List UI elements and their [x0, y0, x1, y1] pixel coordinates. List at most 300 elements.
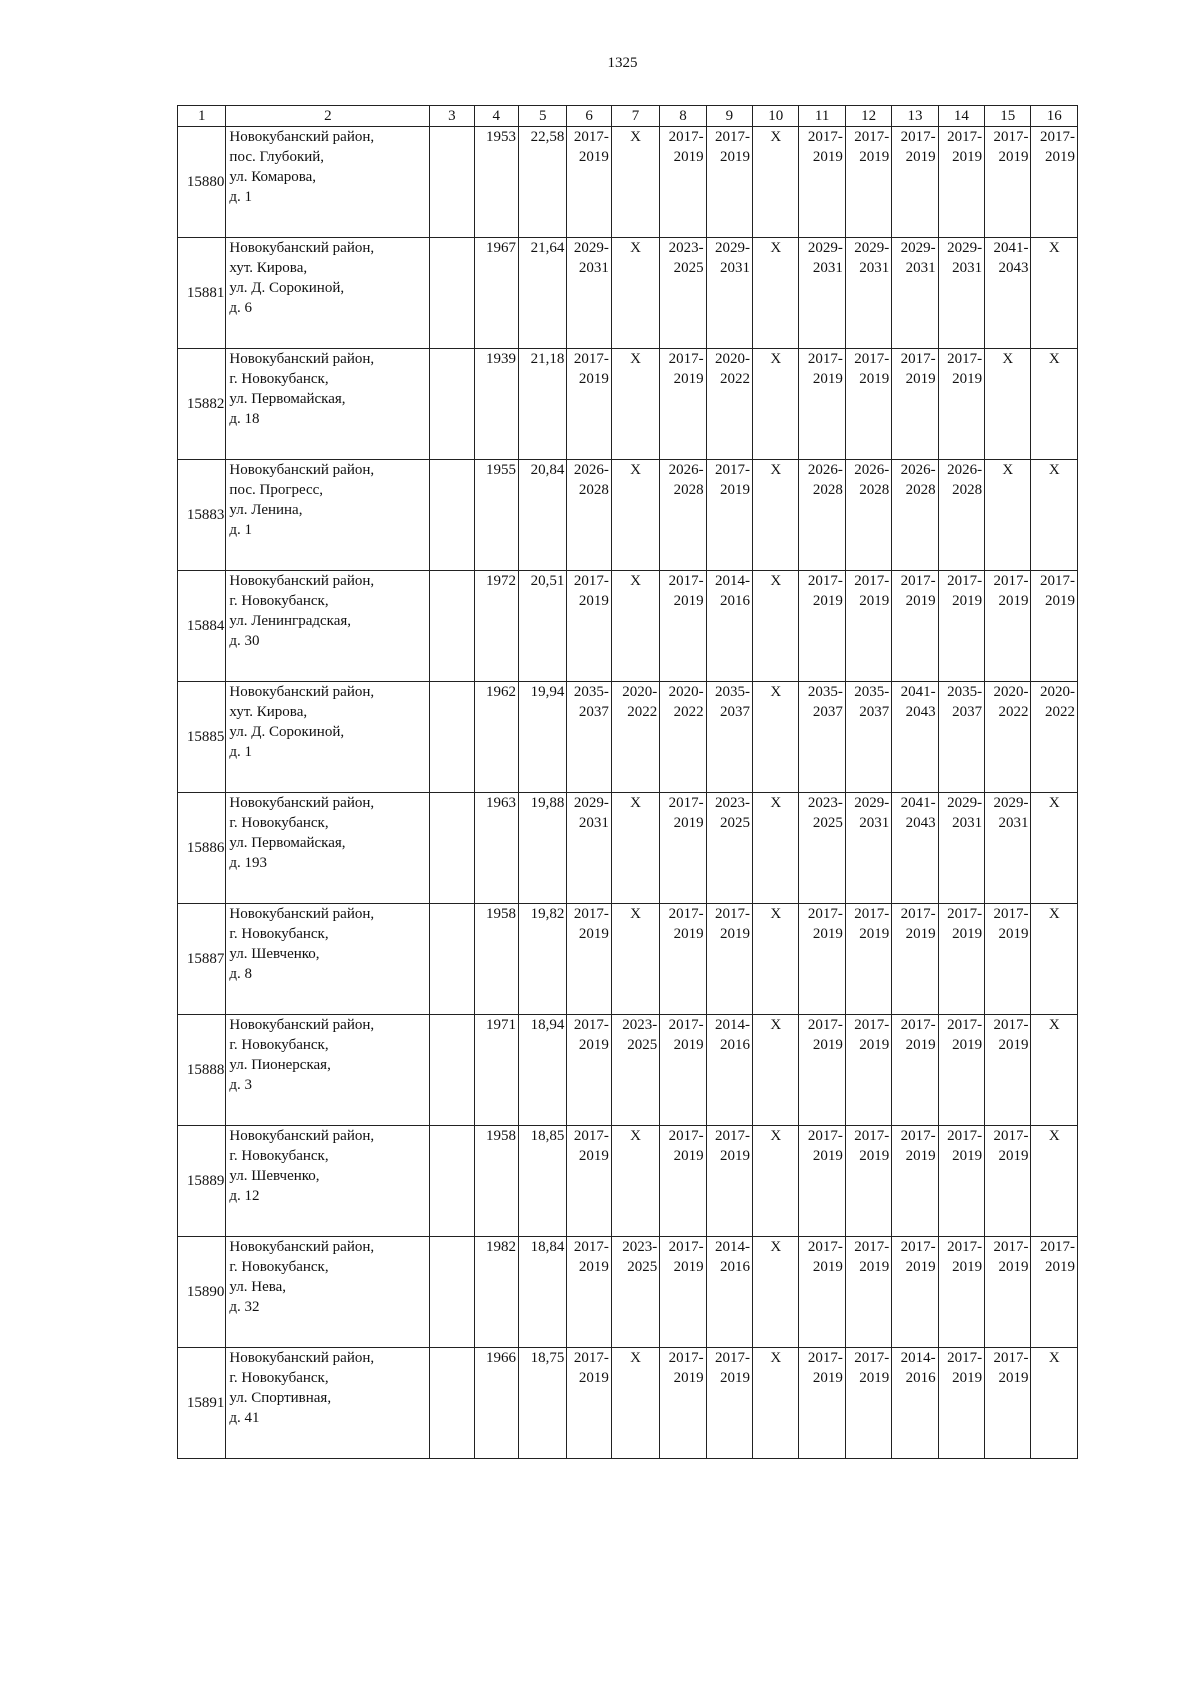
- period-cell: [706, 682, 752, 793]
- period-line: 2035-: [573, 684, 609, 700]
- table-row: [178, 1348, 1078, 1459]
- address-line: ул. Комарова,: [229, 169, 317, 185]
- period-line: 2017-: [993, 906, 1029, 922]
- address-line: Новокубанский район,: [229, 1239, 375, 1255]
- value-cell: 19,94: [519, 682, 567, 793]
- row-number: 15881: [178, 238, 226, 349]
- period-line: 2019: [952, 149, 983, 165]
- address-cell: [226, 238, 430, 349]
- period-line: 2017-: [947, 1239, 983, 1255]
- period-line: 2029-: [573, 795, 609, 811]
- period-cell: [660, 460, 706, 571]
- period-line: 2029-: [900, 240, 936, 256]
- column-header: 16: [1031, 106, 1078, 127]
- address-cell: [226, 460, 430, 571]
- period-line: 2019: [952, 1370, 983, 1386]
- period-line: 2019: [998, 1370, 1029, 1386]
- not-applicable-mark: X: [611, 349, 659, 460]
- period-cell: [660, 1126, 706, 1237]
- address-line: ул. Спортивная,: [229, 1390, 332, 1406]
- col-3-cell: [430, 1015, 474, 1126]
- value-cell: 18,94: [519, 1015, 567, 1126]
- period-line: 2017-: [854, 129, 890, 145]
- col-3-cell: [430, 238, 474, 349]
- period-line: 2017-: [715, 462, 751, 478]
- period-line: 2026-: [900, 462, 936, 478]
- period-line: 2017-: [573, 906, 609, 922]
- period-cell: [660, 793, 706, 904]
- period-line: 2029-: [947, 240, 983, 256]
- period-line: 2019: [998, 149, 1029, 165]
- period-cell: [892, 1237, 938, 1348]
- column-header: 12: [845, 106, 891, 127]
- period-cell: [938, 1348, 984, 1459]
- period-cell: [985, 1126, 1031, 1237]
- address-line: хут. Кирова,: [229, 704, 308, 720]
- period-line: 2041-: [993, 240, 1029, 256]
- period-line: 2019: [859, 1259, 890, 1275]
- period-line: 2014-: [715, 1017, 751, 1033]
- period-cell: [845, 682, 891, 793]
- period-line: 2017-: [900, 351, 936, 367]
- period-line: 2026-: [573, 462, 609, 478]
- period-cell: [799, 127, 845, 238]
- period-line: 2017-: [947, 573, 983, 589]
- address-line: г. Новокубанск,: [229, 371, 329, 387]
- period-cell: [706, 1348, 752, 1459]
- period-line: 2019: [720, 1148, 751, 1164]
- period-line: 2017-: [668, 351, 704, 367]
- period-line: 2019: [578, 149, 609, 165]
- register-table: [177, 105, 1078, 1459]
- period-line: 2016: [720, 593, 751, 609]
- period-line: 2025: [720, 815, 751, 831]
- address-line: ул. Д. Сорокиной,: [229, 724, 345, 740]
- period-cell: [567, 1348, 611, 1459]
- period-line: 2028: [859, 482, 890, 498]
- period-line: 2017-: [573, 1017, 609, 1033]
- period-cell: [611, 682, 659, 793]
- col-3-cell: [430, 904, 474, 1015]
- period-line: 2019: [673, 815, 704, 831]
- period-cell: [985, 571, 1031, 682]
- period-line: 2022: [1045, 704, 1075, 720]
- period-cell: [567, 127, 611, 238]
- table-row: [178, 793, 1078, 904]
- period-line: 2017-: [854, 1128, 890, 1144]
- column-header: 14: [938, 106, 984, 127]
- period-cell: [611, 1015, 659, 1126]
- not-applicable-mark: X: [1031, 1015, 1078, 1126]
- address-cell: [226, 1015, 430, 1126]
- period-line: 2025: [673, 260, 704, 276]
- period-line: 2028: [673, 482, 704, 498]
- period-line: 2014-: [900, 1350, 936, 1366]
- address-line: д. 1: [229, 522, 253, 538]
- year-built-cell: 1966: [474, 1348, 518, 1459]
- table-row: [178, 1126, 1078, 1237]
- period-line: 2016: [720, 1037, 751, 1053]
- period-cell: [892, 904, 938, 1015]
- address-line: д. 12: [229, 1188, 260, 1204]
- period-line: 2019: [952, 1259, 983, 1275]
- period-line: 2029-: [573, 240, 609, 256]
- period-line: 2022: [627, 704, 658, 720]
- period-line: 2017-: [807, 573, 843, 589]
- address-line: д. 41: [229, 1410, 260, 1426]
- period-cell: [938, 460, 984, 571]
- not-applicable-mark: X: [611, 793, 659, 904]
- row-number: 15889: [178, 1126, 226, 1237]
- period-cell: [845, 127, 891, 238]
- column-header: 1: [178, 106, 226, 127]
- period-line: 2019: [859, 371, 890, 387]
- row-number: 15887: [178, 904, 226, 1015]
- period-line: 2031: [720, 260, 751, 276]
- period-line: 2017-: [993, 1128, 1029, 1144]
- period-line: 2023-: [622, 1239, 658, 1255]
- period-cell: [1031, 127, 1078, 238]
- period-cell: [567, 349, 611, 460]
- col-3-cell: [430, 1126, 474, 1237]
- value-cell: 18,75: [519, 1348, 567, 1459]
- period-line: 2017-: [947, 1017, 983, 1033]
- period-line: 2017-: [807, 906, 843, 922]
- period-cell: [938, 682, 984, 793]
- address-line: хут. Кирова,: [229, 260, 308, 276]
- period-line: 2017-: [900, 1128, 936, 1144]
- address-line: д. 8: [229, 966, 253, 982]
- not-applicable-mark: X: [1031, 793, 1078, 904]
- period-line: 2017-: [854, 906, 890, 922]
- period-line: 2019: [673, 926, 704, 942]
- period-cell: [799, 904, 845, 1015]
- period-line: 2019: [812, 926, 843, 942]
- address-line: ул. Шевченко,: [229, 946, 320, 962]
- address-line: г. Новокубанск,: [229, 1259, 329, 1275]
- period-line: 2017-: [854, 1350, 890, 1366]
- period-cell: [985, 127, 1031, 238]
- year-built-cell: 1953: [474, 127, 518, 238]
- period-line: 2019: [812, 1370, 843, 1386]
- period-cell: [567, 1126, 611, 1237]
- table-row: [178, 349, 1078, 460]
- period-line: 2029-: [993, 795, 1029, 811]
- address-line: г. Новокубанск,: [229, 926, 329, 942]
- period-line: 2017-: [573, 1350, 609, 1366]
- year-built-cell: 1958: [474, 1126, 518, 1237]
- period-cell: [938, 1237, 984, 1348]
- not-applicable-mark: X: [753, 1348, 799, 1459]
- period-line: 2017-: [993, 1239, 1029, 1255]
- period-line: 2031: [905, 260, 936, 276]
- period-line: 2035-: [854, 684, 890, 700]
- period-cell: [706, 1126, 752, 1237]
- period-line: 2017-: [1040, 1239, 1075, 1255]
- period-line: 2020-: [622, 684, 658, 700]
- period-line: 2017-: [854, 351, 890, 367]
- period-cell: [845, 904, 891, 1015]
- period-line: 2017-: [715, 1128, 751, 1144]
- not-applicable-mark: X: [611, 571, 659, 682]
- period-line: 2019: [998, 1259, 1029, 1275]
- not-applicable-mark: X: [985, 460, 1031, 571]
- period-line: 2043: [998, 260, 1029, 276]
- value-cell: 20,51: [519, 571, 567, 682]
- table-row: [178, 460, 1078, 571]
- table-row: [178, 238, 1078, 349]
- period-cell: [567, 238, 611, 349]
- period-cell: [938, 1126, 984, 1237]
- period-line: 2019: [578, 371, 609, 387]
- period-cell: [1031, 682, 1078, 793]
- period-cell: [892, 238, 938, 349]
- period-cell: [892, 571, 938, 682]
- column-header: 2: [226, 106, 430, 127]
- period-cell: [611, 1237, 659, 1348]
- address-line: пос. Глубокий,: [229, 149, 325, 165]
- period-line: 2017-: [854, 1239, 890, 1255]
- period-line: 2017-: [900, 1017, 936, 1033]
- address-line: д. 1: [229, 189, 253, 205]
- period-cell: [799, 1126, 845, 1237]
- period-line: 2037: [952, 704, 983, 720]
- period-line: 2020-: [668, 684, 704, 700]
- period-line: 2019: [720, 926, 751, 942]
- period-line: 2037: [578, 704, 609, 720]
- period-line: 2037: [859, 704, 890, 720]
- period-cell: [938, 793, 984, 904]
- address-line: ул. Пионерская,: [229, 1057, 331, 1073]
- period-line: 2017-: [715, 129, 751, 145]
- period-line: 2017-: [573, 573, 609, 589]
- address-cell: [226, 1126, 430, 1237]
- period-cell: [938, 127, 984, 238]
- column-header: 3: [430, 106, 474, 127]
- address-line: г. Новокубанск,: [229, 815, 329, 831]
- row-number: 15883: [178, 460, 226, 571]
- not-applicable-mark: X: [753, 1237, 799, 1348]
- period-line: 2017-: [947, 129, 983, 145]
- header-row: [178, 106, 1078, 127]
- period-line: 2043: [905, 704, 936, 720]
- period-line: 2023-: [807, 795, 843, 811]
- col-3-cell: [430, 793, 474, 904]
- row-number: 15885: [178, 682, 226, 793]
- year-built-cell: 1962: [474, 682, 518, 793]
- period-line: 2019: [998, 1148, 1029, 1164]
- address-line: Новокубанский район,: [229, 573, 375, 589]
- period-line: 2019: [578, 1037, 609, 1053]
- period-line: 2019: [812, 593, 843, 609]
- period-line: 2017-: [573, 351, 609, 367]
- period-line: 2017-: [807, 1128, 843, 1144]
- period-cell: [799, 349, 845, 460]
- period-line: 2014-: [715, 573, 751, 589]
- period-line: 2031: [952, 815, 983, 831]
- period-cell: [892, 1126, 938, 1237]
- register-body: [178, 127, 1078, 1459]
- period-cell: [938, 1015, 984, 1126]
- period-line: 2017-: [668, 1239, 704, 1255]
- period-line: 2037: [812, 704, 843, 720]
- period-cell: [660, 571, 706, 682]
- period-cell: [892, 682, 938, 793]
- period-cell: [985, 1348, 1031, 1459]
- period-cell: [660, 349, 706, 460]
- not-applicable-mark: X: [1031, 238, 1078, 349]
- period-line: 2019: [859, 593, 890, 609]
- period-line: 2017-: [668, 906, 704, 922]
- period-line: 2029-: [854, 795, 890, 811]
- period-cell: [799, 1015, 845, 1126]
- period-line: 2017-: [715, 906, 751, 922]
- not-applicable-mark: X: [611, 1126, 659, 1237]
- address-line: Новокубанский район,: [229, 240, 375, 256]
- not-applicable-mark: X: [753, 238, 799, 349]
- period-line: 2019: [673, 593, 704, 609]
- column-header: 13: [892, 106, 938, 127]
- period-line: 2043: [905, 815, 936, 831]
- col-3-cell: [430, 1237, 474, 1348]
- period-line: 2017-: [854, 1017, 890, 1033]
- period-cell: [567, 682, 611, 793]
- row-number: 15884: [178, 571, 226, 682]
- address-line: Новокубанский район,: [229, 795, 375, 811]
- period-cell: [845, 571, 891, 682]
- period-cell: [938, 904, 984, 1015]
- period-line: 2019: [905, 1259, 936, 1275]
- period-cell: [706, 793, 752, 904]
- table-row: [178, 571, 1078, 682]
- period-line: 2017-: [1040, 129, 1075, 145]
- period-cell: [706, 349, 752, 460]
- period-cell: [892, 1348, 938, 1459]
- address-line: Новокубанский район,: [229, 1350, 375, 1366]
- period-cell: [660, 1237, 706, 1348]
- column-header: 11: [799, 106, 845, 127]
- address-cell: [226, 682, 430, 793]
- page-number: 1325: [607, 55, 638, 71]
- period-line: 2017-: [807, 129, 843, 145]
- year-built-cell: 1967: [474, 238, 518, 349]
- period-cell: [938, 349, 984, 460]
- row-number: 15888: [178, 1015, 226, 1126]
- column-header: 8: [660, 106, 706, 127]
- period-cell: [799, 1237, 845, 1348]
- period-cell: [845, 238, 891, 349]
- period-cell: [845, 1237, 891, 1348]
- year-built-cell: 1971: [474, 1015, 518, 1126]
- address-line: Новокубанский район,: [229, 684, 375, 700]
- period-cell: [892, 1015, 938, 1126]
- period-line: 2029-: [947, 795, 983, 811]
- address-line: г. Новокубанск,: [229, 1037, 329, 1053]
- period-line: 2019: [905, 1037, 936, 1053]
- column-header: 10: [753, 106, 799, 127]
- period-line: 2017-: [573, 1128, 609, 1144]
- address-line: ул. Шевченко,: [229, 1168, 320, 1184]
- period-line: 2026-: [807, 462, 843, 478]
- period-line: 2037: [720, 704, 751, 720]
- period-cell: [660, 238, 706, 349]
- value-cell: 22,58: [519, 127, 567, 238]
- period-line: 2022: [673, 704, 704, 720]
- period-cell: [660, 1348, 706, 1459]
- period-line: 2019: [720, 482, 751, 498]
- not-applicable-mark: X: [753, 682, 799, 793]
- not-applicable-mark: X: [753, 1126, 799, 1237]
- period-cell: [845, 1348, 891, 1459]
- not-applicable-mark: X: [1031, 904, 1078, 1015]
- address-line: ул. Д. Сорокиной,: [229, 280, 345, 296]
- period-line: 2017-: [1040, 573, 1075, 589]
- period-line: 2031: [578, 815, 609, 831]
- period-cell: [845, 460, 891, 571]
- not-applicable-mark: X: [753, 571, 799, 682]
- address-line: ул. Первомайская,: [229, 835, 346, 851]
- col-3-cell: [430, 571, 474, 682]
- period-line: 2019: [578, 593, 609, 609]
- table-row: [178, 904, 1078, 1015]
- period-cell: [660, 904, 706, 1015]
- col-3-cell: [430, 349, 474, 460]
- col-3-cell: [430, 682, 474, 793]
- period-line: 2019: [952, 371, 983, 387]
- period-cell: [845, 793, 891, 904]
- period-cell: [706, 904, 752, 1015]
- address-line: г. Новокубанск,: [229, 1148, 329, 1164]
- address-line: д. 6: [229, 300, 253, 316]
- not-applicable-mark: X: [1031, 349, 1078, 460]
- column-header: 6: [567, 106, 611, 127]
- address-line: Новокубанский район,: [229, 906, 375, 922]
- period-line: 2025: [627, 1259, 658, 1275]
- not-applicable-mark: X: [753, 127, 799, 238]
- period-line: 2022: [720, 371, 751, 387]
- col-3-cell: [430, 127, 474, 238]
- address-line: д. 32: [229, 1299, 260, 1315]
- period-line: 2035-: [715, 684, 751, 700]
- period-cell: [660, 1015, 706, 1126]
- period-cell: [706, 238, 752, 349]
- not-applicable-mark: X: [985, 349, 1031, 460]
- period-line: 2041-: [900, 684, 936, 700]
- period-cell: [567, 793, 611, 904]
- period-line: 2017-: [668, 573, 704, 589]
- period-cell: [799, 793, 845, 904]
- column-header: 4: [474, 106, 518, 127]
- value-cell: 18,85: [519, 1126, 567, 1237]
- period-line: 2023-: [668, 240, 704, 256]
- period-line: 2019: [905, 371, 936, 387]
- period-line: 2019: [905, 926, 936, 942]
- period-line: 2025: [627, 1037, 658, 1053]
- period-line: 2019: [1045, 1259, 1075, 1275]
- period-cell: [892, 460, 938, 571]
- period-line: 2019: [1045, 149, 1075, 165]
- col-3-cell: [430, 460, 474, 571]
- row-number: 15890: [178, 1237, 226, 1348]
- period-line: 2023-: [622, 1017, 658, 1033]
- period-cell: [799, 682, 845, 793]
- period-cell: [567, 460, 611, 571]
- not-applicable-mark: X: [1031, 1348, 1078, 1459]
- period-line: 2029-: [715, 240, 751, 256]
- period-line: 2026-: [668, 462, 704, 478]
- year-built-cell: 1982: [474, 1237, 518, 1348]
- period-cell: [938, 571, 984, 682]
